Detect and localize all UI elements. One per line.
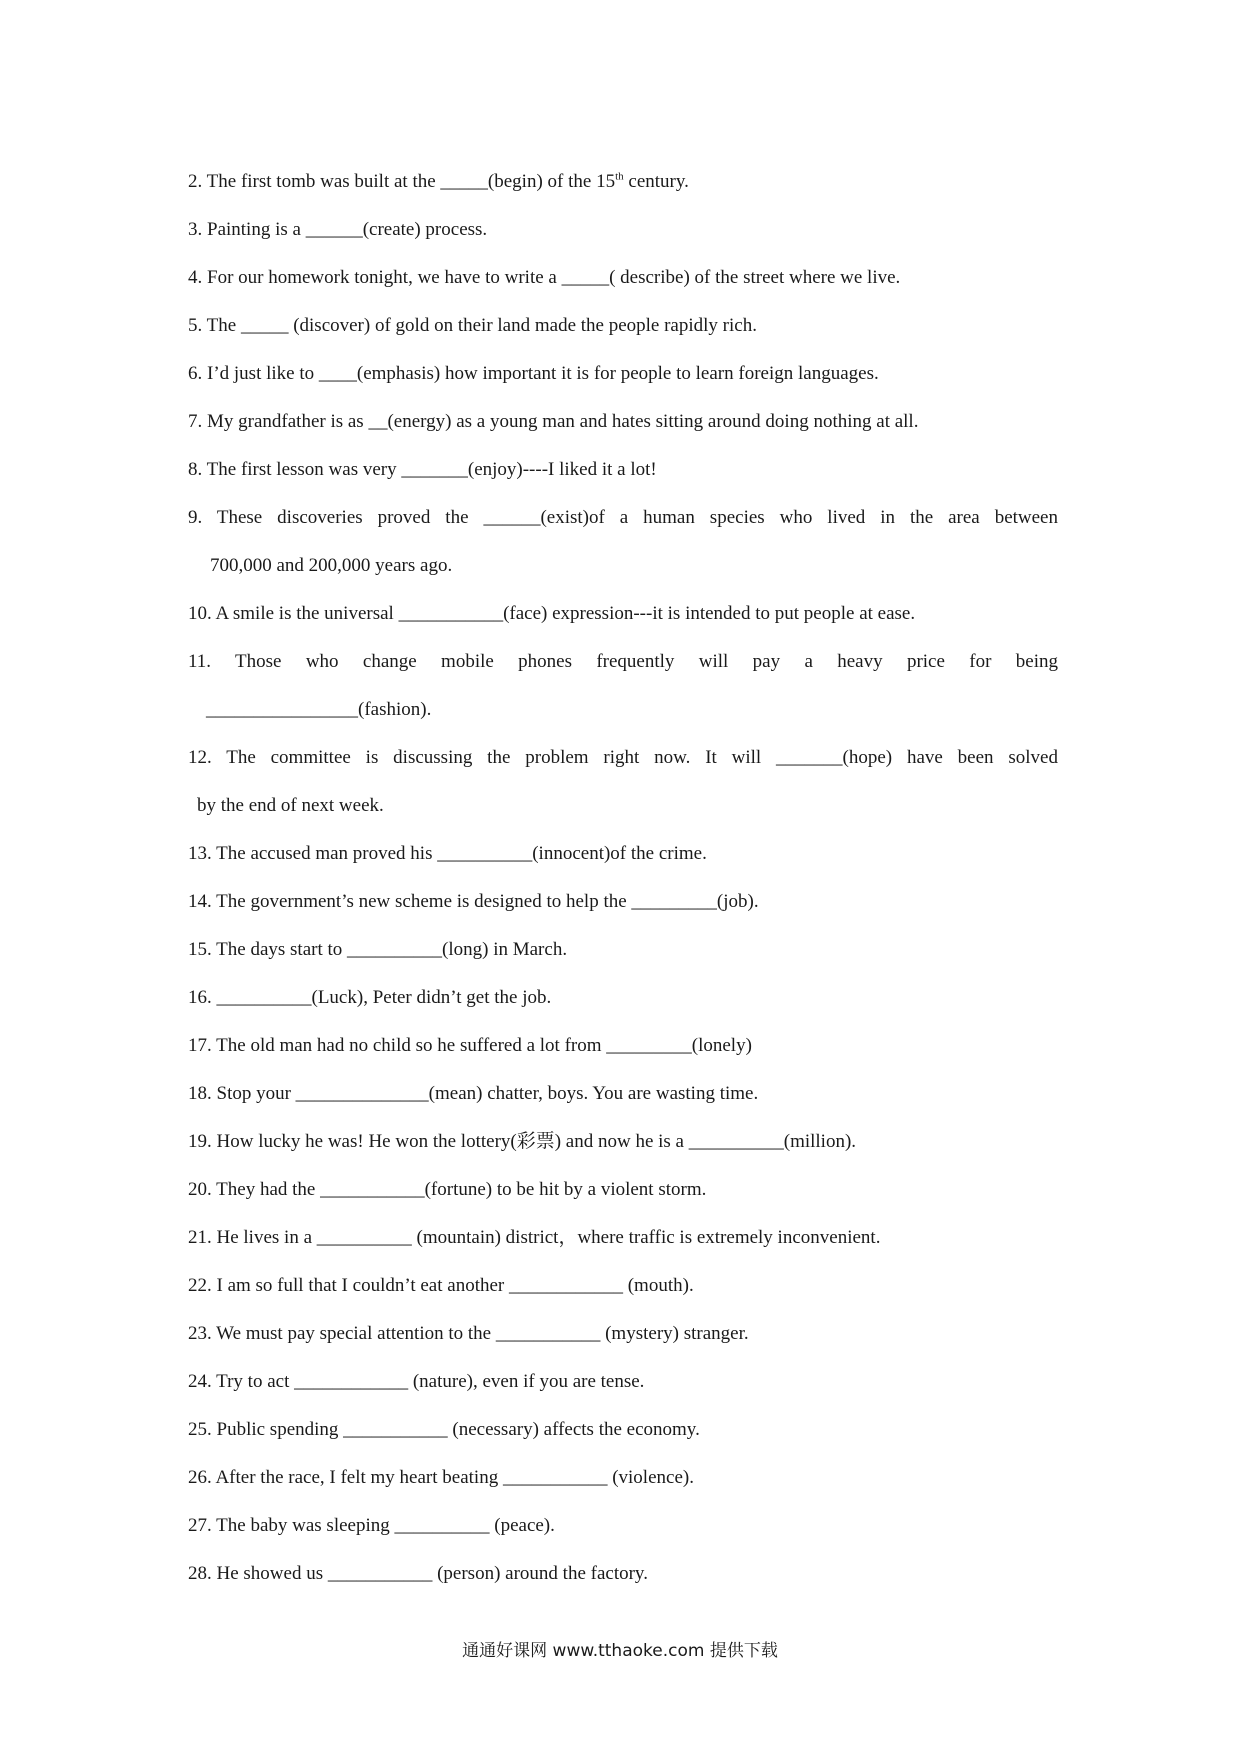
- exercise-item-12: [188, 734, 1058, 830]
- item-line-1: 11. Those who change mobile phones frequently will pay a heavy price for being: [188, 651, 1058, 672]
- exercise-item-28: 28. He showed us ___________ (person) around the factory.: [188, 1563, 648, 1584]
- exercise-item-7: 7. My grandfather is as __(energy) as a young man and hates sitting around doing nothing at all.: [188, 411, 919, 432]
- exercise-item-19: 19. How lucky he was! He won the lottery(彩票) and now he is a __________(million).: [188, 1131, 857, 1152]
- exercise-item-27: 27. The baby was sleeping __________ (peace).: [188, 1515, 555, 1536]
- item-text: 2. The first tomb was built at the _____(begin) of the 15: [188, 171, 616, 192]
- item-line-1: 9. These discoveries proved the ______(exist)of a human species who lived in the area between: [188, 507, 1058, 528]
- exercise-item-2: [188, 158, 1058, 206]
- superscript: th: [615, 170, 624, 183]
- item-line-2: by the end of next week.: [197, 795, 384, 816]
- exercise-item-25: 25. Public spending ___________ (necessary) affects the economy.: [188, 1419, 700, 1440]
- exercise-item-23: 23. We must pay special attention to the ___________ (mystery) stranger.: [188, 1323, 749, 1344]
- exercise-item-17: 17. The old man had no child so he suffered a lot from _________(lonely): [188, 1035, 752, 1056]
- exercise-item-26: 26. After the race, I felt my heart beating ___________ (violence).: [188, 1467, 694, 1488]
- exercise-item-22: 22. I am so full that I couldn’t eat another ____________ (mouth).: [188, 1275, 694, 1296]
- exercise-item-9: [188, 494, 1058, 590]
- exercise-list: [188, 158, 1058, 1598]
- exercise-item-20: 20. They had the ___________(fortune) to be hit by a violent storm.: [188, 1179, 707, 1200]
- exercise-item-10: 10. A smile is the universal ___________(face) expression---it is intended to put people at ease.: [188, 603, 916, 624]
- exercise-item-16: 16. __________(Luck), Peter didn’t get the job.: [188, 987, 552, 1008]
- exercise-item-4: 4. For our homework tonight, we have to write a _____( describe) of the street where we live.: [188, 267, 901, 288]
- exercise-item-6: 6. I’d just like to ____(emphasis) how important it is for people to learn foreign languages.: [188, 363, 879, 384]
- exercise-item-14: 14. The government’s new scheme is designed to help the _________(job).: [188, 891, 759, 912]
- exercise-item-8: 8. The first lesson was very _______(enjoy)----I liked it a lot!: [188, 459, 657, 480]
- exercise-item-11: [188, 638, 1058, 734]
- exercise-item-13: 13. The accused man proved his __________(innocent)of the crime.: [188, 843, 707, 864]
- exercise-item-5: 5. The _____ (discover) of gold on their land made the people rapidly rich.: [188, 315, 757, 336]
- exercise-item-21: 21. He lives in a __________ (mountain) district，where traffic is extremely inconvenient.: [188, 1227, 881, 1248]
- exercise-item-15: 15. The days start to __________(long) in March.: [188, 939, 568, 960]
- exercise-item-24: 24. Try to act ____________ (nature), even if you are tense.: [188, 1371, 645, 1392]
- page-footer: 通通好课网 www.tthaoke.com 提供下载: [462, 1641, 778, 1661]
- exercise-item-18: 18. Stop your ______________(mean) chatter, boys. You are wasting time.: [188, 1083, 759, 1104]
- exercise-item-3: 3. Painting is a ______(create) process.: [188, 219, 488, 240]
- item-line-2: 700,000 and 200,000 years ago.: [210, 555, 453, 576]
- item-text: century.: [623, 171, 689, 192]
- item-line-1: 12. The committee is discussing the problem right now. It will _______(hope) have been solved: [188, 747, 1058, 768]
- item-line-2: ________________(fashion).: [206, 699, 432, 720]
